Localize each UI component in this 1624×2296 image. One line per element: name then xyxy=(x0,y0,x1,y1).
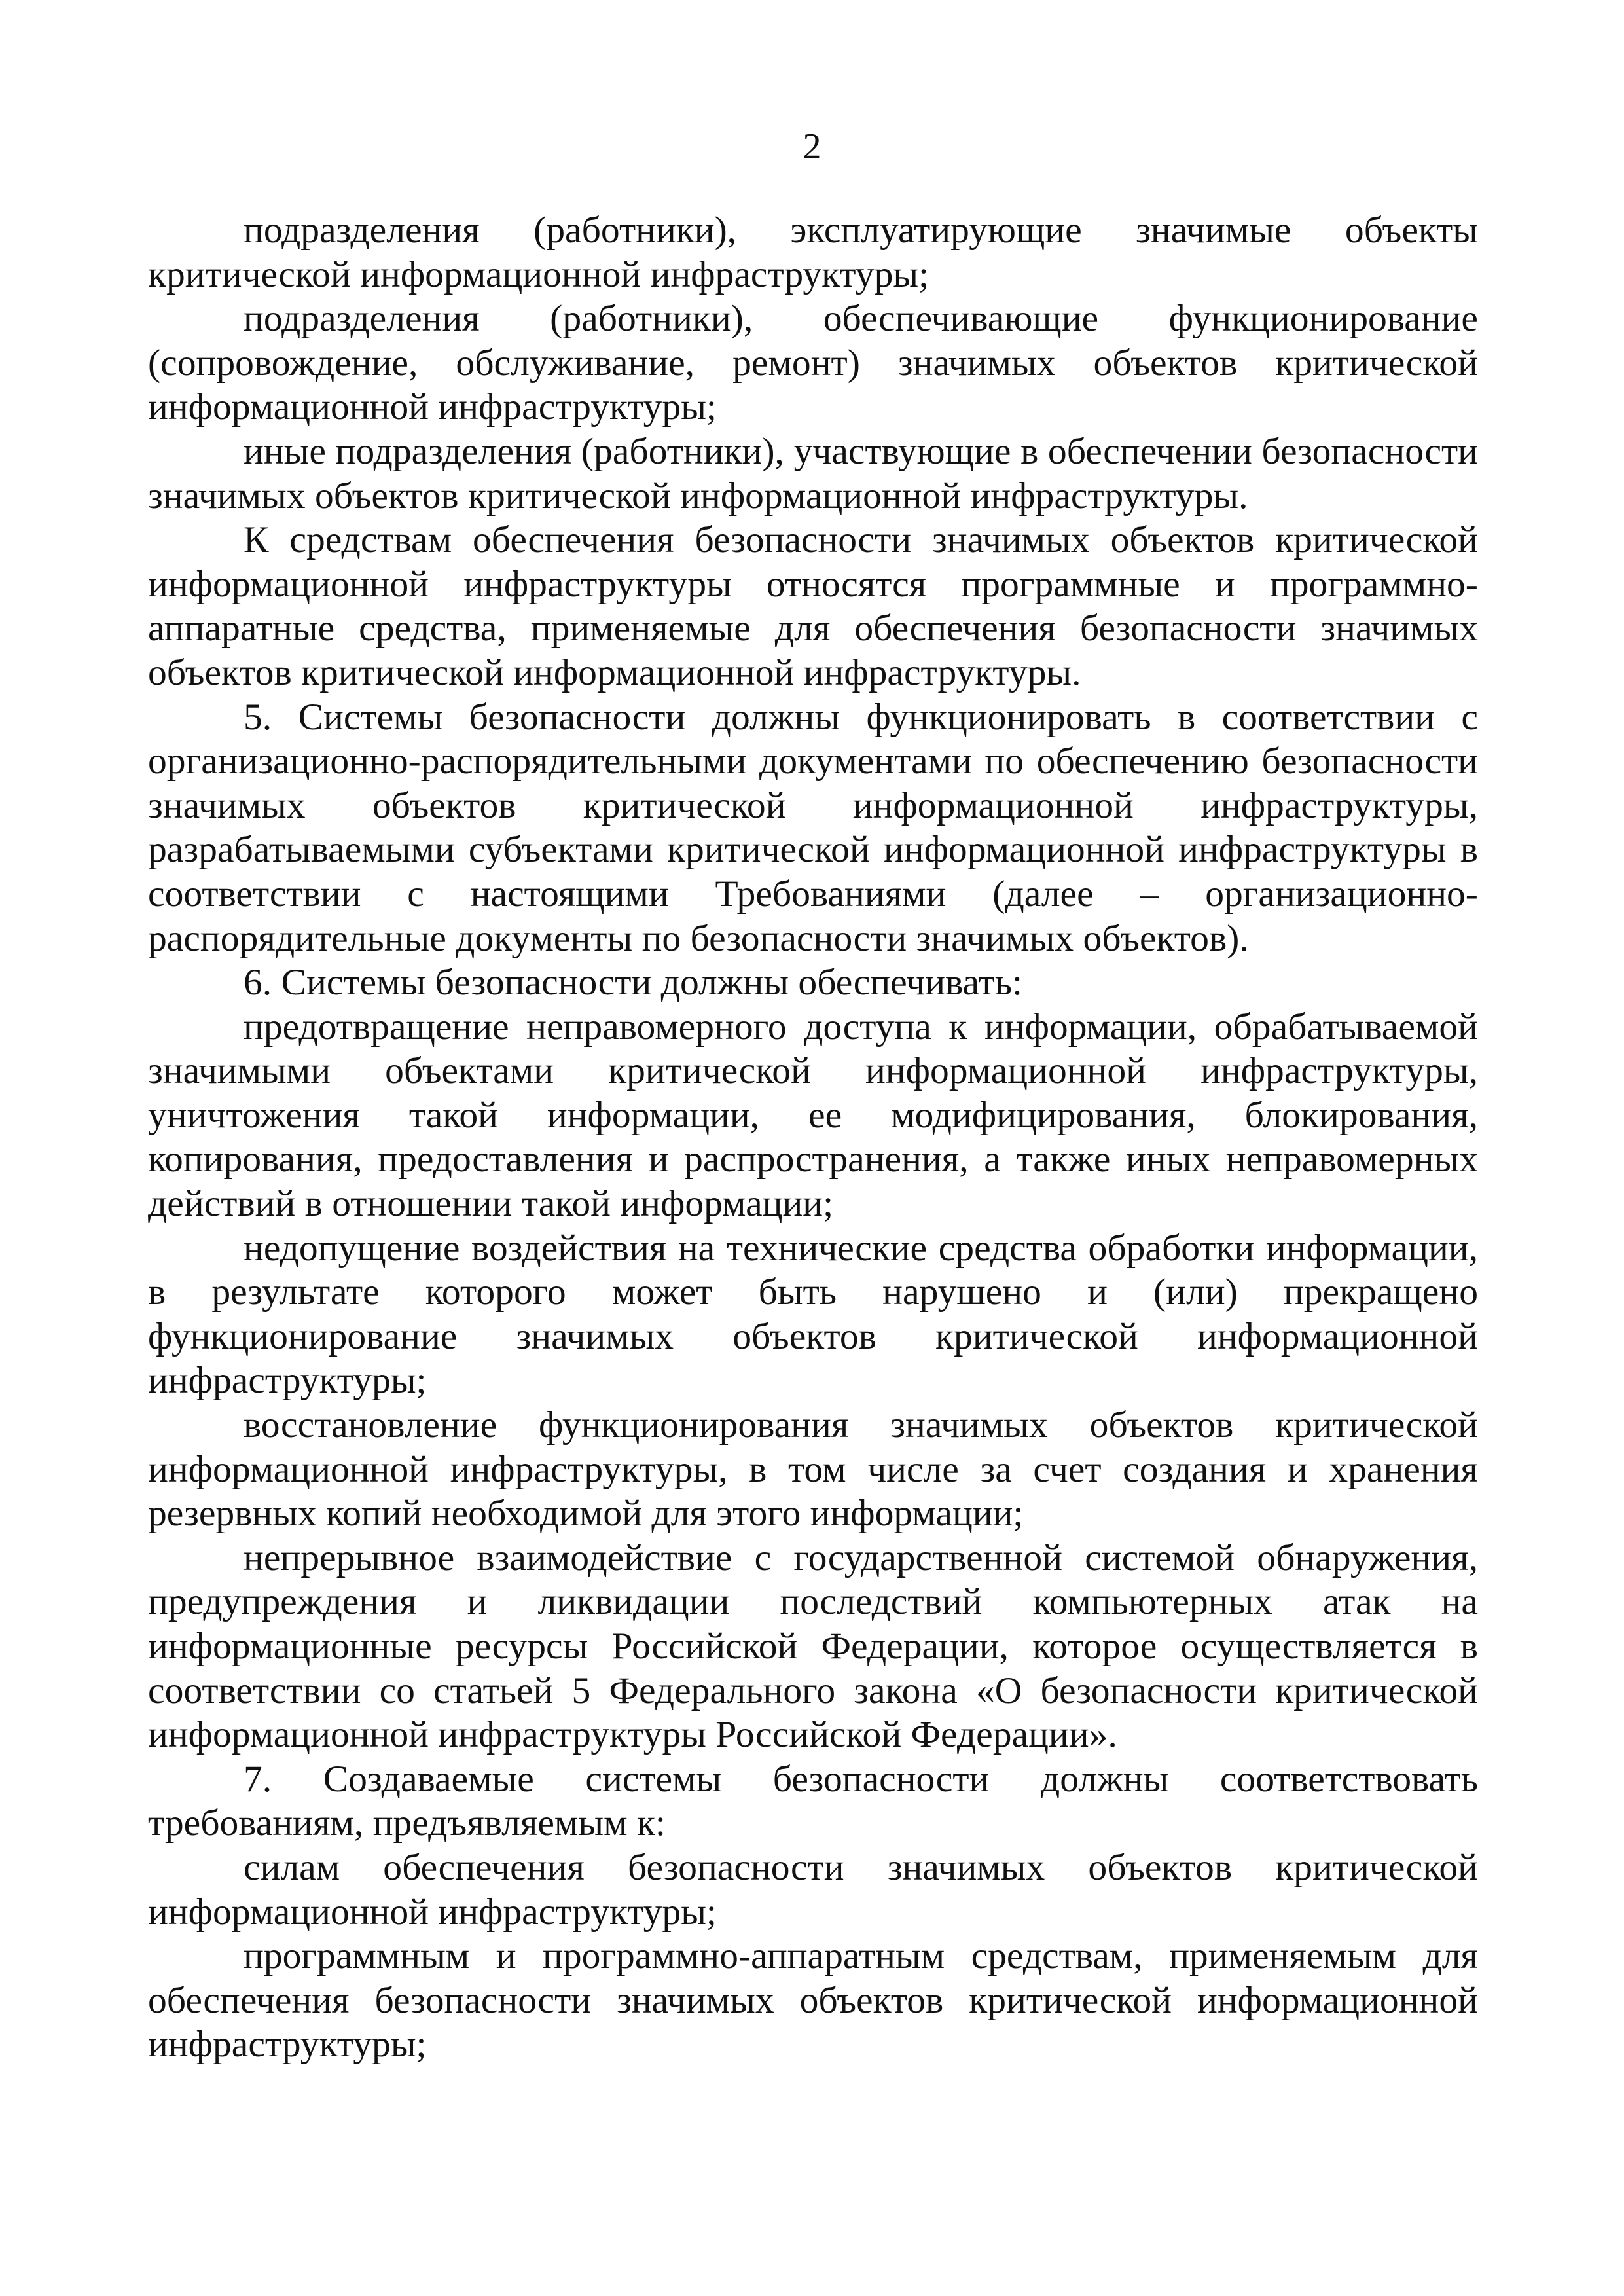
paragraph-11: 7. Создаваемые системы безопасности должны соответствовать требованиям, предъявляемым к: xyxy=(148,1758,1478,1844)
paragraph-2: подразделения (работники), обеспечивающие функционирование (сопровождение, обслуживание, ремонт) значимых объектов критической информационной инфраструктуры; xyxy=(148,298,1478,428)
paragraph-1: подразделения (работники), эксплуатирующие значимые объекты критической информационной инфраструктуры; xyxy=(148,210,1478,295)
page-number: 2 xyxy=(803,126,821,167)
paragraph-5: 5. Системы безопасности должны функционировать в соответствии с организационно-распорядительными документами по обеспечению безопасности значимых объектов критической информационной инфраструктуры, разрабатываемыми субъектами критической информационной инфраструктуры в соответствии с настоящими Требованиями (далее – организационно-распорядительные документы по безопасности значимых объектов). xyxy=(148,696,1478,959)
paragraph-7: предотвращение неправомерного доступа к информации, обрабатываемой значимыми объектами критической информационной инфраструктуры, уничтожения такой информации, ее модифицирования, блокирования, копирования, предоставления и распространения, а также иных неправомерных действий в отношении такой информации; xyxy=(148,1006,1478,1225)
paragraph-6: 6. Системы безопасности должны обеспечивать: xyxy=(244,962,1023,1004)
paragraph-4: К средствам обеспечения безопасности значимых объектов критической информационной инфраструктуры относятся программные и программно-аппаратные средства, применяемые для обеспечения безопасности значимых объектов критической информационной инфраструктуры. xyxy=(148,519,1478,693)
paragraph-13: программным и программно-аппаратным средствам, применяемым для обеспечения безопасности значимых объектов критической информационной инфраструктуры; xyxy=(148,1935,1478,2066)
paragraph-9: восстановление функционирования значимых объектов критической информационной инфраструктуры, в том числе за счет создания и хранения резервных копий необходимой для этого информации; xyxy=(148,1404,1478,1535)
document-body xyxy=(148,208,1478,2067)
paragraph-10: непрерывное взаимодействие с государственной системой обнаружения, предупреждения и ликвидации последствий компьютерных атак на информационные ресурсы Российской Федерации, которое осуществляется в соответствии со статьей 5 Федерального закона «О безопасности критической информационной инфраструктуры Российской Федерации». xyxy=(148,1537,1478,1756)
paragraph-12: силам обеспечения безопасности значимых объектов критической информационной инфраструктуры; xyxy=(148,1846,1478,1933)
paragraph-3: иные подразделения (работники), участвующие в обеспечении безопасности значимых объектов критической информационной инфраструктуры. xyxy=(148,430,1478,517)
paragraph-8: недопущение воздействия на технические средства обработки информации, в результате которого может быть нарушено и (или) прекращено функционирование значимых объектов критической информационной инфраструктуры; xyxy=(148,1227,1478,1402)
